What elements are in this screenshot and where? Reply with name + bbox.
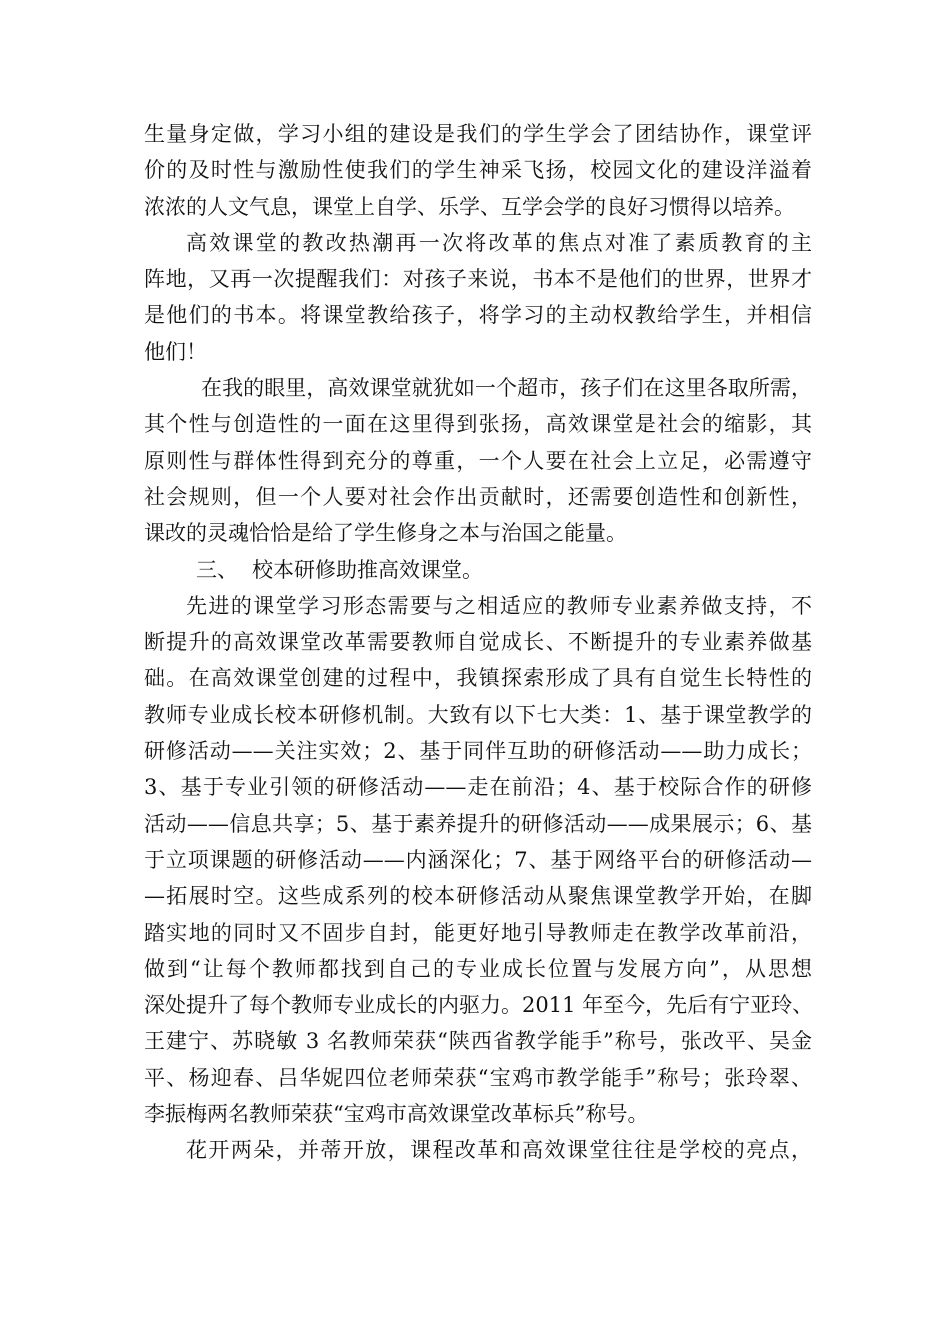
text-line: 做到“让每个教师都找到自己的专业成长位置与发展方向”，从思想	[144, 956, 812, 981]
text-line: 础。在高效课堂创建的过程中，我镇探索形成了具有自觉生长特性的	[144, 666, 812, 691]
text-line: 李振梅两名教师荣获“宝鸡市高效课堂改革标兵”称号。	[144, 1102, 649, 1127]
text-line: 王建宁、苏晓敏 3 名教师荣获“陕西省教学能手”称号，张改平、吴金	[144, 1029, 812, 1054]
text-line: 先进的课堂学习形态需要与之相适应的教师专业素养做支持，不	[186, 593, 812, 618]
text-line: 原则性与群体性得到充分的尊重，一个人要在社会上立足，必需遵守	[144, 448, 812, 473]
text-line: —拓展时空。这些成系列的校本研修活动从聚焦课堂教学开始，在脚	[144, 884, 812, 909]
text-line: 活动——信息共享；5、基于素养提升的研修活动——成果展示；6、基	[144, 811, 812, 836]
text-line: 浓浓的人文气息，课堂上自学、乐学、互学会学的良好习惯得以培养。	[144, 194, 795, 219]
section-title: 校本研修助推高效课堂。	[252, 557, 483, 582]
text-line: 在我的眼里，高效课堂就犹如一个超市，孩子们在这里各取所需，	[201, 376, 812, 401]
text-line: 他们！	[144, 339, 207, 364]
paragraph	[144, 1132, 812, 1168]
text-line: 生量身定做，学习小组的建设是我们的学生学会了团结协作，课堂评	[144, 122, 812, 146]
section-number: 三、	[196, 557, 238, 582]
text-line: 其个性与创造性的一面在这里得到张扬，高效课堂是社会的缩影，其	[144, 412, 812, 437]
text-line: 踏实地的同时又不固步自封，能更好地引导教师走在教学改革前沿，	[144, 920, 812, 945]
text-line: 花开两朵，并蒂开放，课程改革和高效课堂往往是学校的亮点，	[186, 1138, 812, 1163]
text-line: 是他们的书本。将课堂教给孩子，将学习的主动权教给学生，并相信	[144, 303, 812, 328]
text-line: 研修活动——关注实效；2、基于同伴互助的研修活动——助力成长；	[144, 739, 812, 764]
document-body	[144, 116, 812, 1169]
paragraph	[144, 588, 812, 1132]
text-line: 社会规则，但一个人要对社会作出贡献时，还需要创造性和创新性，	[144, 484, 812, 509]
text-line: 课改的灵魂恰恰是给了学生修身之本与治国之能量。	[144, 521, 627, 546]
text-line: 高效课堂的教改热潮再一次将改革的焦点对准了素质教育的主	[186, 230, 812, 255]
text-line: 深处提升了每个教师专业成长的内驱力。2011 年至今，先后有宁亚玲、	[144, 993, 814, 1018]
text-line: 平、杨迎春、吕华妮四位老师荣获“宝鸡市教学能手”称号；张玲翠、	[144, 1065, 812, 1090]
text-line: 价的及时性与激励性使我们的学生神采飞扬，校园文化的建设洋溢着	[144, 158, 812, 183]
paragraph	[144, 370, 812, 551]
paragraph	[144, 116, 812, 225]
text-line: 断提升的高效课堂改革需要教师自觉成长、不断提升的专业素养做基	[144, 630, 812, 655]
text-line: 于立项课题的研修活动——内涵深化；7、基于网络平台的研修活动—	[144, 847, 812, 872]
paragraph	[144, 225, 812, 370]
text-line: 阵地，又再一次提醒我们：对孩子来说，书本不是他们的世界，世界才	[144, 267, 812, 292]
text-line: 教师专业成长校本研修机制。大致有以下七大类：1、基于课堂教学的	[144, 702, 812, 727]
section-heading	[144, 552, 812, 588]
text-line: 3、基于专业引领的研修活动——走在前沿；4、基于校际合作的研修	[144, 775, 812, 800]
